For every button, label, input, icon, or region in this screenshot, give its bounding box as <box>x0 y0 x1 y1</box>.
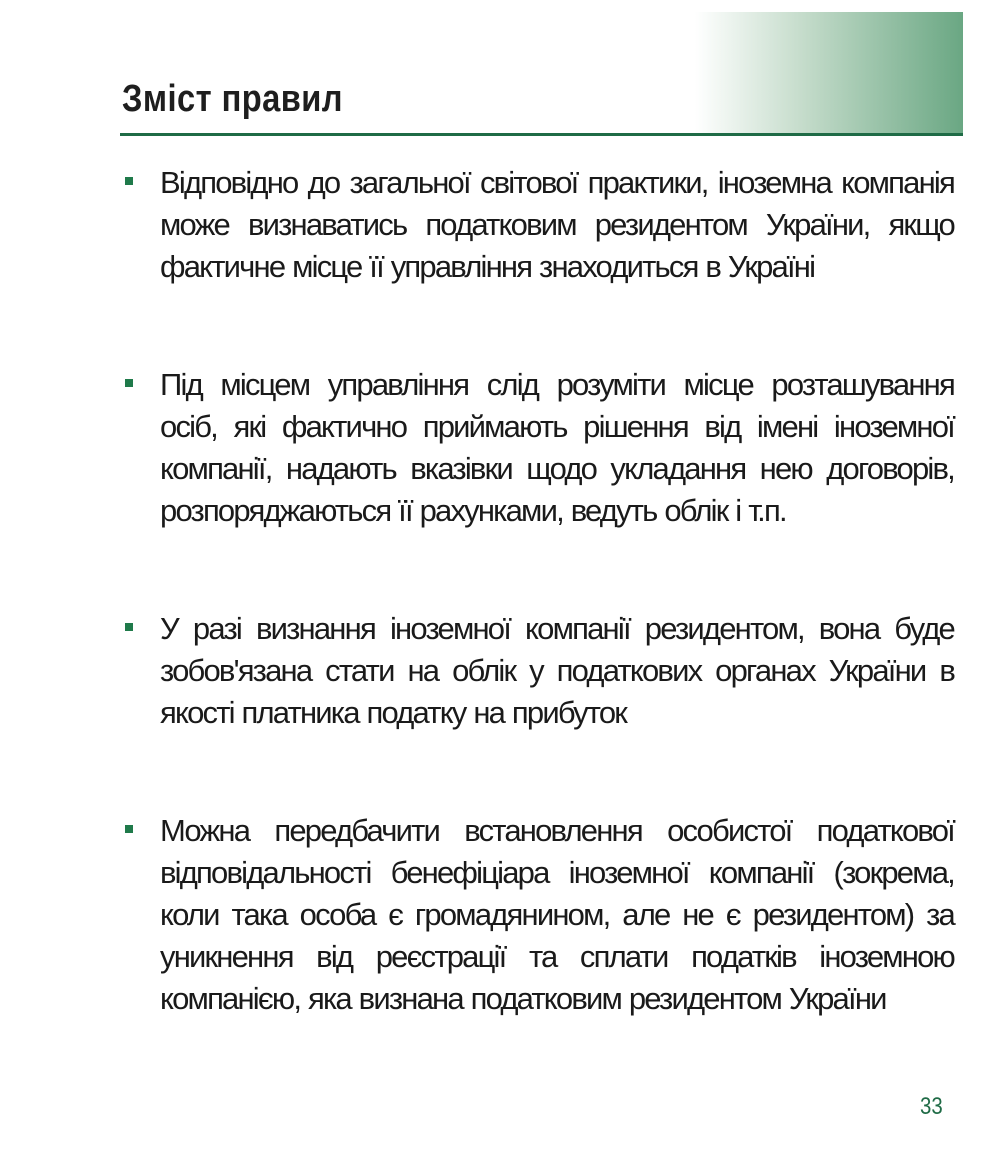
square-bullet-icon <box>125 825 133 833</box>
page-number: 33 <box>920 1093 943 1120</box>
bullet-item-1 <box>120 162 954 288</box>
bullet-text: Відповідно до загальної світової практики, іноземна компанія може визнаватись податковим резидентом України, якщо фактичне місце її управління знаходиться в Україні <box>160 165 954 284</box>
bullet-item-4 <box>120 810 954 1020</box>
bullet-text: Можна передбачити встановлення особистої податкової відповідальності бенефіціара іноземної компанії (зокрема, коли така особа є громадянином, але не є резидентом) за уникнення від реєстрації та сплати податків іноземною компанією, яка визнана податковим резидентом України <box>160 813 954 1016</box>
header-gradient-decoration <box>695 12 963 134</box>
bullet-text: У разі визнання іноземної компанії резидентом, вона буде зобов'язана стати на облік у податкових органах України в якості платника податку на прибуток <box>160 611 954 730</box>
slide-title: Зміст правил <box>122 78 343 120</box>
bullet-item-2 <box>120 364 954 532</box>
square-bullet-icon <box>125 623 133 631</box>
square-bullet-icon <box>125 379 133 387</box>
title-divider <box>120 133 963 136</box>
bullet-list <box>120 162 954 1020</box>
bullet-item-3 <box>120 608 954 734</box>
bullet-text: Під місцем управління слід розуміти місце розташування осіб, які фактично приймають рішення від імені іноземної компанії, надають вказівки щодо укладання нею договорів, розпоряджаються її рахунками, ведуть облік і т.п. <box>160 367 954 528</box>
square-bullet-icon <box>125 177 133 185</box>
